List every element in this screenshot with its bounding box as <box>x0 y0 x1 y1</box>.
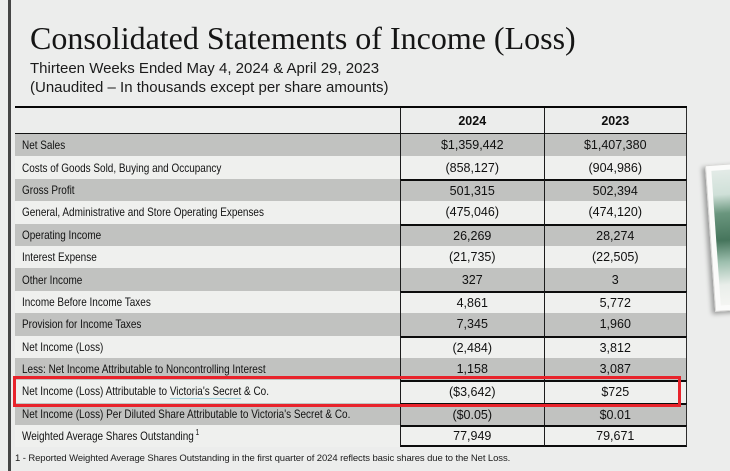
row-label: Other Income <box>22 272 83 287</box>
table-row <box>15 403 687 425</box>
cell-2024: (21,735) <box>400 246 544 268</box>
footnote-marker: 1 <box>195 428 200 438</box>
cell-2024: 26,269 <box>400 224 544 246</box>
photo-thumbnail-peek[interactable] <box>705 161 730 312</box>
row-label: General, Administrative and Store Operating Expenses <box>22 205 264 220</box>
table-row <box>15 156 687 178</box>
row-label: Less: Net Income Attributable to Noncontrolling Interest <box>22 362 266 377</box>
row-label: Net Income (Loss) Attributable to Victoria's Secret & Co. <box>22 384 269 399</box>
table-row <box>15 246 687 268</box>
cell-2023: 3,087 <box>544 358 688 380</box>
row-label: Provision for Income Taxes <box>22 317 142 332</box>
row-label: Weighted Average Shares Outstanding $^1$ <box>22 428 200 444</box>
row-label: Costs of Goods Sold, Buying and Occupancy <box>22 160 222 175</box>
row-label: Operating Income <box>22 227 102 242</box>
table-row <box>15 179 687 201</box>
cell-2024: (2,484) <box>400 336 544 358</box>
cell-2024: 501,315 <box>400 179 544 201</box>
table-row <box>15 201 687 223</box>
table-row <box>15 224 687 246</box>
table-row <box>15 313 687 335</box>
cell-2024: 4,861 <box>400 291 544 313</box>
table-row <box>15 134 687 156</box>
cell-2023: 79,671 <box>544 425 688 447</box>
cell-2024: 7,345 <box>400 313 544 335</box>
cell-2024: 77,949 <box>400 425 544 447</box>
row-label: Income Before Income Taxes <box>22 294 151 309</box>
cell-2024: ($0.05) <box>400 403 544 425</box>
column-header-2023: 2023 <box>544 108 688 133</box>
row-label: Net Income (Loss) <box>22 339 104 354</box>
cell-2023: 3,812 <box>544 336 688 358</box>
cell-2023: 28,274 <box>544 224 688 246</box>
table-row <box>15 358 687 380</box>
cell-2023: (22,505) <box>544 246 688 268</box>
subtitle-unaudited: (Unaudited – In thousands except per share amounts) <box>30 79 389 96</box>
table-row <box>15 291 687 313</box>
header-label-spacer <box>15 108 400 133</box>
cell-2023: (474,120) <box>544 201 688 223</box>
row-label: Interest Expense <box>22 250 97 265</box>
income-statement-table <box>15 106 687 447</box>
subtitle-period: Thirteen Weeks Ended May 4, 2024 & April 29, 2023 <box>30 60 380 77</box>
photo-image <box>711 167 730 305</box>
cell-2023: $0.01 <box>544 403 688 425</box>
footnote: 1 - Reported Weighted Average Shares Outstanding in the first quarter of 2024 reflects basic shares due to the Net Loss. <box>15 453 511 464</box>
cell-2023: 3 <box>544 268 688 290</box>
cell-2023: $1,407,380 <box>544 134 688 156</box>
table-header-row <box>15 106 687 134</box>
row-label: Gross Profit <box>22 182 75 197</box>
cell-2023: 1,960 <box>544 313 688 335</box>
cell-2023: 502,394 <box>544 179 688 201</box>
row-label: Net Income (Loss) Per Diluted Share Attributable to Victoria's Secret & Co. <box>22 406 351 421</box>
cell-2024: (475,046) <box>400 201 544 223</box>
cell-2023: (904,986) <box>544 156 688 178</box>
cell-2023: $725 <box>544 380 688 402</box>
table-row <box>15 336 687 358</box>
underlined-company-name: Victoria's Secret <box>169 384 242 399</box>
cell-2024: ($3,642) <box>400 380 544 402</box>
table-row-highlighted <box>15 380 687 402</box>
page-title: Consolidated Statements of Income (Loss) <box>30 20 576 56</box>
cell-2024: (858,127) <box>400 156 544 178</box>
table-body <box>15 134 687 447</box>
table-row <box>15 268 687 290</box>
column-header-2024: 2024 <box>400 108 544 133</box>
cell-2024: 1,158 <box>400 358 544 380</box>
row-label: Net Sales <box>22 138 66 153</box>
cell-2023: 5,772 <box>544 291 688 313</box>
left-edge-bar <box>8 0 11 471</box>
cell-2024: $1,359,442 <box>400 134 544 156</box>
cell-2024: 327 <box>400 268 544 290</box>
table-row <box>15 425 687 447</box>
